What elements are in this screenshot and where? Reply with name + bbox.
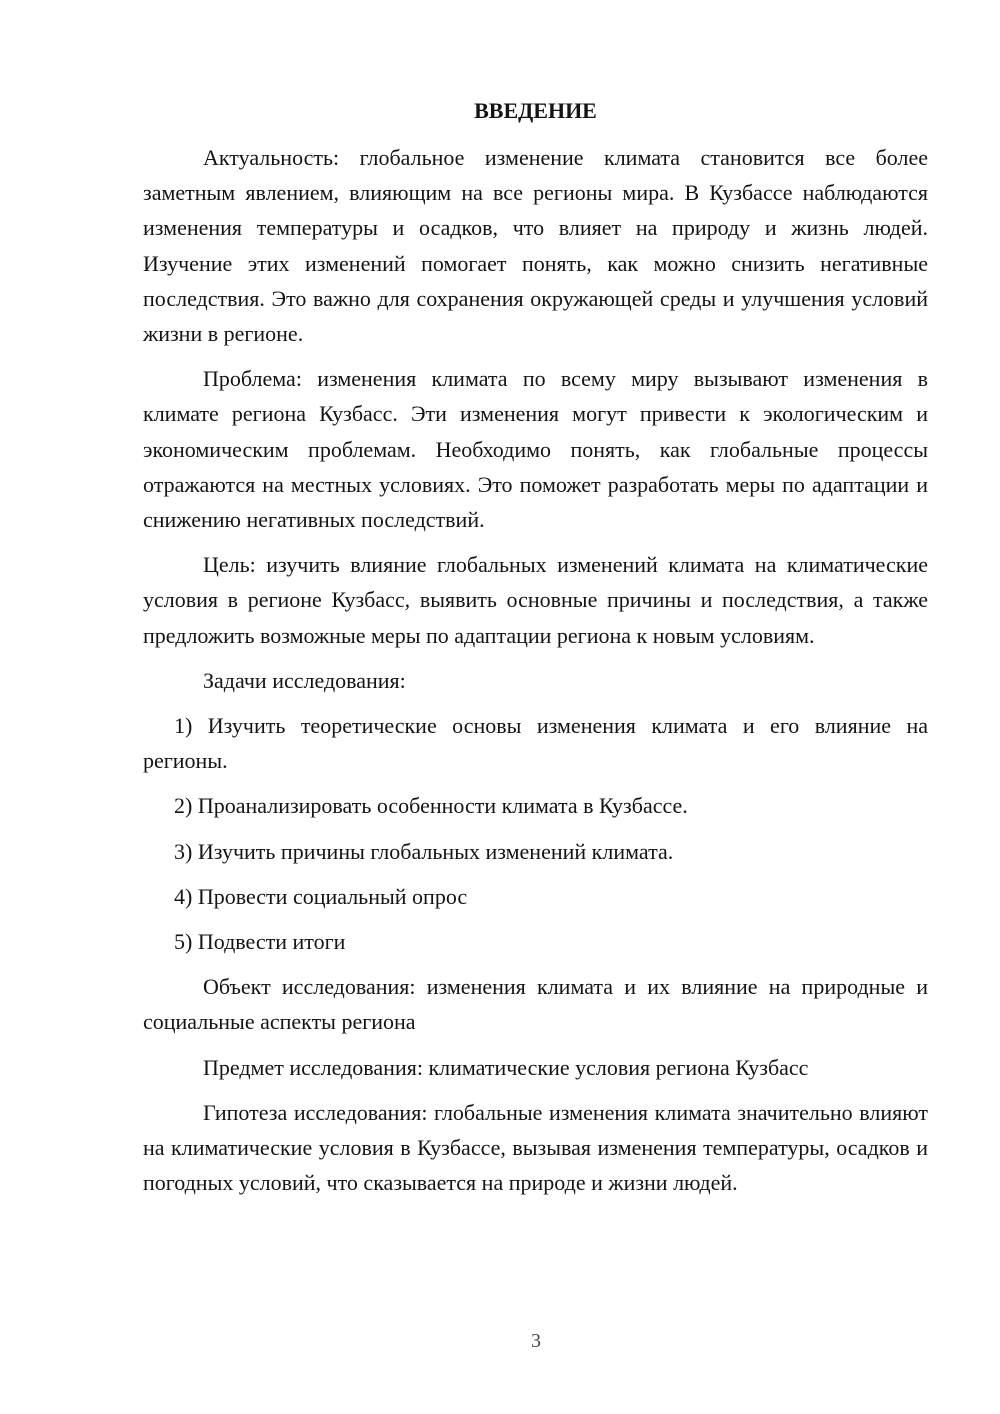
relevance-paragraph: Актуальность: глобальное изменение климата становится все более заметным явлением, влияющим на все регионы мира. В Кузбассе наблюдаются изменения температуры и осадков, что влияет на природу и жизнь людей. Изучение этих изменений помогает понять, как можно снизить негативные последствия. Это важно для сохранения окружающей среды и улучшения условий жизни в регионе. <box>143 145 928 347</box>
goal-paragraph: Цель: изучить влияние глобальных изменений климата на климатические условия в регионе Кузбасс, выявить основные причины и последствия, а также предложить возможные меры по адаптации региона к новым условиям. <box>143 552 928 648</box>
object-paragraph: Объект исследования: изменения климата и их влияние на природные и социальные аспекты региона <box>143 974 928 1035</box>
list-item: 5) Подвести итоги <box>174 929 346 955</box>
page-title: ВВЕДЕНИЕ <box>474 98 597 123</box>
hypothesis-paragraph: Гипотеза исследования: глобальные изменения климата значительно влияют на климатические условия в Кузбассе, вызывая изменения температуры, осадков и погодных условий, что сказывается на природе и жизни людей. <box>143 1099 928 1196</box>
tasks-list <box>143 708 928 959</box>
list-item: 3) Изучить причины глобальных изменений климата. <box>174 838 674 864</box>
page-number: 3 <box>531 1330 541 1352</box>
tasks-heading: Задачи исследования: <box>203 667 406 693</box>
problem-paragraph: Проблема: изменения климата по всему миру вызывают изменения в климате региона Кузбасс. Эти изменения могут привести к экологическим и экономическим проблемам. Необходимо понять, как глобальные процессы отражаются на местных условиях. Это поможет разработать меры по адаптации и снижению негативных последствий. <box>143 366 928 533</box>
page-body <box>143 94 928 1200</box>
subject-paragraph: Предмет исследования: климатические условия региона Кузбасс <box>203 1054 809 1080</box>
list-item: 4) Провести социальный опрос <box>174 883 468 909</box>
list-item: 2) Проанализировать особенности климата в Кузбассе. <box>174 793 688 819</box>
list-item: 1) Изучить теоретические основы изменения климата и его влияние на регионы. <box>143 713 928 774</box>
